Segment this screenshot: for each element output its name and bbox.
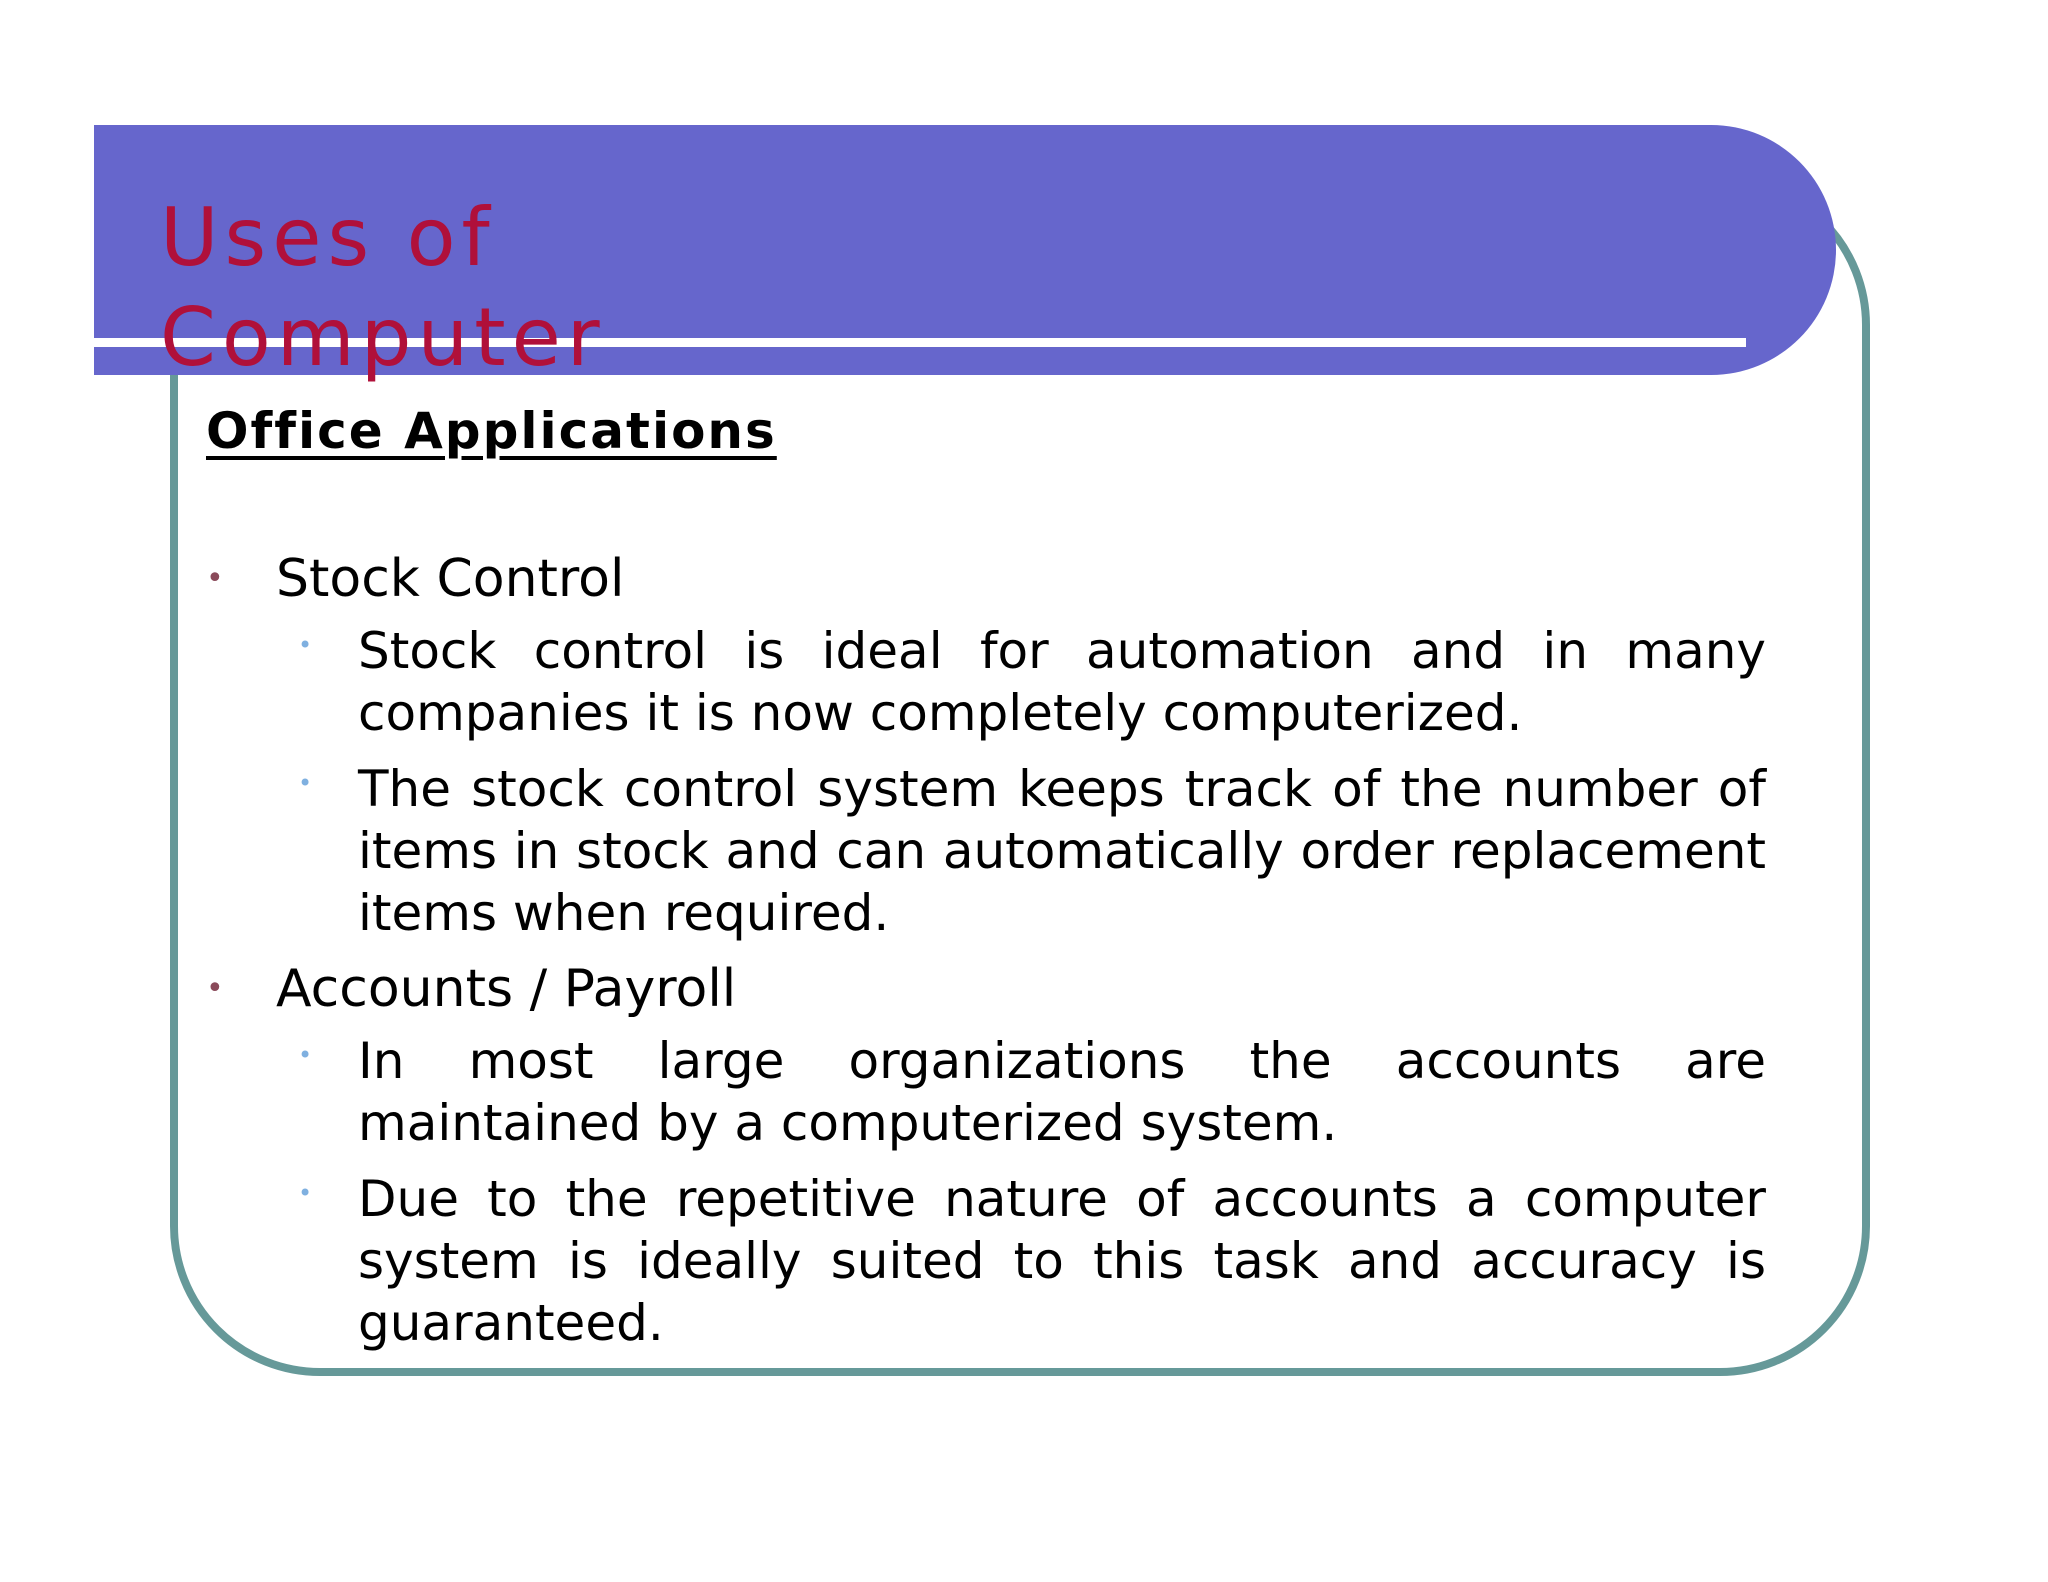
sub-bullet bbox=[298, 620, 1766, 744]
sub-bullet bbox=[298, 758, 1766, 944]
sub-bullet bbox=[298, 1030, 1766, 1154]
sub-bullet-list bbox=[276, 1030, 1766, 1354]
bullet-label: Stock Control bbox=[276, 549, 625, 609]
sub-bullet-dot-icon: • bbox=[298, 1179, 313, 1207]
section-heading: Office Applications bbox=[206, 402, 777, 460]
bullet-dot-icon: • bbox=[206, 561, 224, 596]
sub-bullet-dot-icon: • bbox=[298, 769, 313, 797]
bullet-stock-control bbox=[206, 548, 1766, 944]
bullet-list bbox=[206, 548, 1766, 1368]
sub-bullet-text: In most large organizations the accounts are maintained by a computerized system. bbox=[358, 1032, 1766, 1152]
bullet-label: Accounts / Payroll bbox=[276, 959, 737, 1019]
slide-title: Uses of Computer bbox=[160, 191, 606, 384]
sub-bullet-dot-icon: • bbox=[298, 631, 313, 659]
sub-bullet-list bbox=[276, 620, 1766, 944]
sub-bullet-text: Stock control is ideal for automation and in many companies it is now completely computerized. bbox=[358, 622, 1766, 742]
sub-bullet-text: Due to the repetitive nature of accounts a computer system is ideally suited to this task and accuracy is guaranteed. bbox=[358, 1170, 1766, 1352]
bullet-dot-icon: • bbox=[206, 971, 224, 1006]
sub-bullet-text: The stock control system keeps track of the number of items in stock and can automatically order replacement items when required. bbox=[358, 760, 1766, 942]
sub-bullet bbox=[298, 1168, 1766, 1354]
bullet-accounts-payroll bbox=[206, 958, 1766, 1354]
sub-bullet-dot-icon: • bbox=[298, 1041, 313, 1069]
